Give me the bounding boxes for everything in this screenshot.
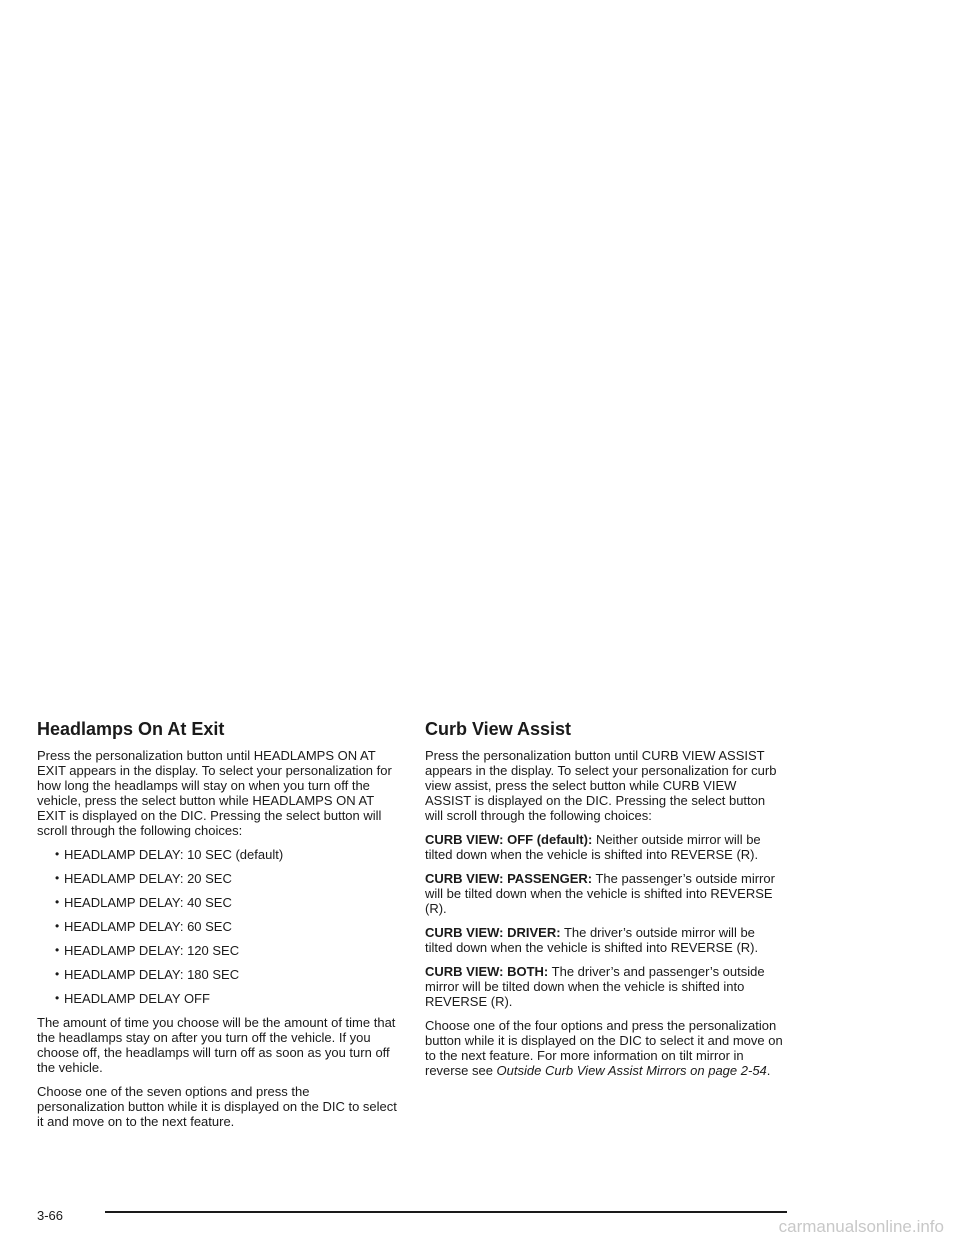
list-item: • HEADLAMP DELAY: 10 SEC (default): [55, 847, 284, 862]
list-item: • HEADLAMP DELAY: 120 SEC: [55, 943, 240, 958]
bullet-icon: •: [55, 847, 60, 861]
list-item: • HEADLAMP DELAY: 60 SEC: [55, 919, 232, 934]
right-column: [425, 718, 785, 1087]
cross-reference-link[interactable]: Outside Curb View Assist Mirrors on page 2-54: [496, 1063, 767, 1078]
curb-view-option-passenger: [425, 871, 785, 916]
watermark-logo: carmanualsonline.info: [778, 1217, 944, 1236]
option-term: CURB VIEW: OFF (default):: [425, 832, 593, 847]
curb-view-intro-paragraph: Press the personalization button until CURB VIEW ASSIST appears in the display. To select your personalization for curb view assist, press the select button while CURB VIEW ASSIST is displayed on the DIC. Pressing the select button will scroll through the following choices:: [425, 748, 777, 823]
headlamp-delay-choices-list: [37, 847, 397, 1006]
list-item: • HEADLAMP DELAY: 40 SEC: [55, 895, 232, 910]
option-description: The driver’s outside mirror will be tilted down when the vehicle is shifted into REVERSE (R).: [425, 925, 759, 955]
curb-view-option-driver: [425, 925, 785, 955]
option-description: The driver’s and passenger’s outside mirror will be tilted down when the vehicle is shifted into REVERSE (R).: [425, 964, 765, 1009]
headlamps-intro-paragraph: Press the personalization button until HEADLAMPS ON AT EXIT appears in the display. To select your personalization for how long the headlamps will stay on when you turn off the vehicle, press the select button while HEADLAMPS ON AT EXIT is displayed on the DIC. Pressing the select button will scroll through the following choices:: [37, 748, 392, 838]
curb-view-closing-paragraph: [425, 1018, 785, 1078]
footer-divider: [105, 1211, 787, 1213]
closing-period: .: [766, 1063, 771, 1078]
headlamps-duration-paragraph: The amount of time you choose will be the amount of time that the headlamps stay on after you turn off the vehicle. If you choose off, the headlamps will turn off as soon as you turn off the vehicle.: [37, 1015, 396, 1075]
section-title-headlamps-on-at-exit: Headlamps On At Exit: [37, 719, 225, 739]
page-number: 3-66: [37, 1208, 64, 1223]
option-description: The passenger’s outside mirror will be tilted down when the vehicle is shifted into REVERSE (R).: [425, 871, 775, 916]
curb-view-option-both: [425, 964, 785, 1009]
bullet-icon: •: [55, 991, 60, 1005]
left-column: [37, 718, 397, 1138]
bullet-icon: •: [55, 943, 60, 957]
closing-text: Choose one of the four options and press the personalization button while it is displayed on the DIC to select it and move on to the next feature. For more information on tilt mirror in reverse see: [425, 1018, 783, 1078]
option-term: CURB VIEW: PASSENGER:: [425, 871, 593, 886]
section-title-curb-view-assist: Curb View Assist: [425, 719, 572, 739]
bullet-icon: •: [55, 919, 60, 933]
list-item: • HEADLAMP DELAY OFF: [55, 991, 210, 1006]
list-item: • HEADLAMP DELAY: 180 SEC: [55, 967, 240, 982]
bullet-icon: •: [55, 967, 60, 981]
list-item: • HEADLAMP DELAY: 20 SEC: [55, 871, 232, 886]
headlamps-closing-paragraph: Choose one of the seven options and press the personalization button while it is displayed on the DIC to select it and move on to the next feature.: [37, 1084, 397, 1129]
curb-view-option-off: [425, 832, 785, 862]
option-description: Neither outside mirror will be tilted down when the vehicle is shifted into REVERSE (R).: [425, 832, 761, 862]
bullet-icon: •: [55, 871, 60, 885]
option-term: CURB VIEW: DRIVER:: [425, 925, 561, 940]
option-term: CURB VIEW: BOTH:: [425, 964, 549, 979]
bullet-icon: •: [55, 895, 60, 909]
